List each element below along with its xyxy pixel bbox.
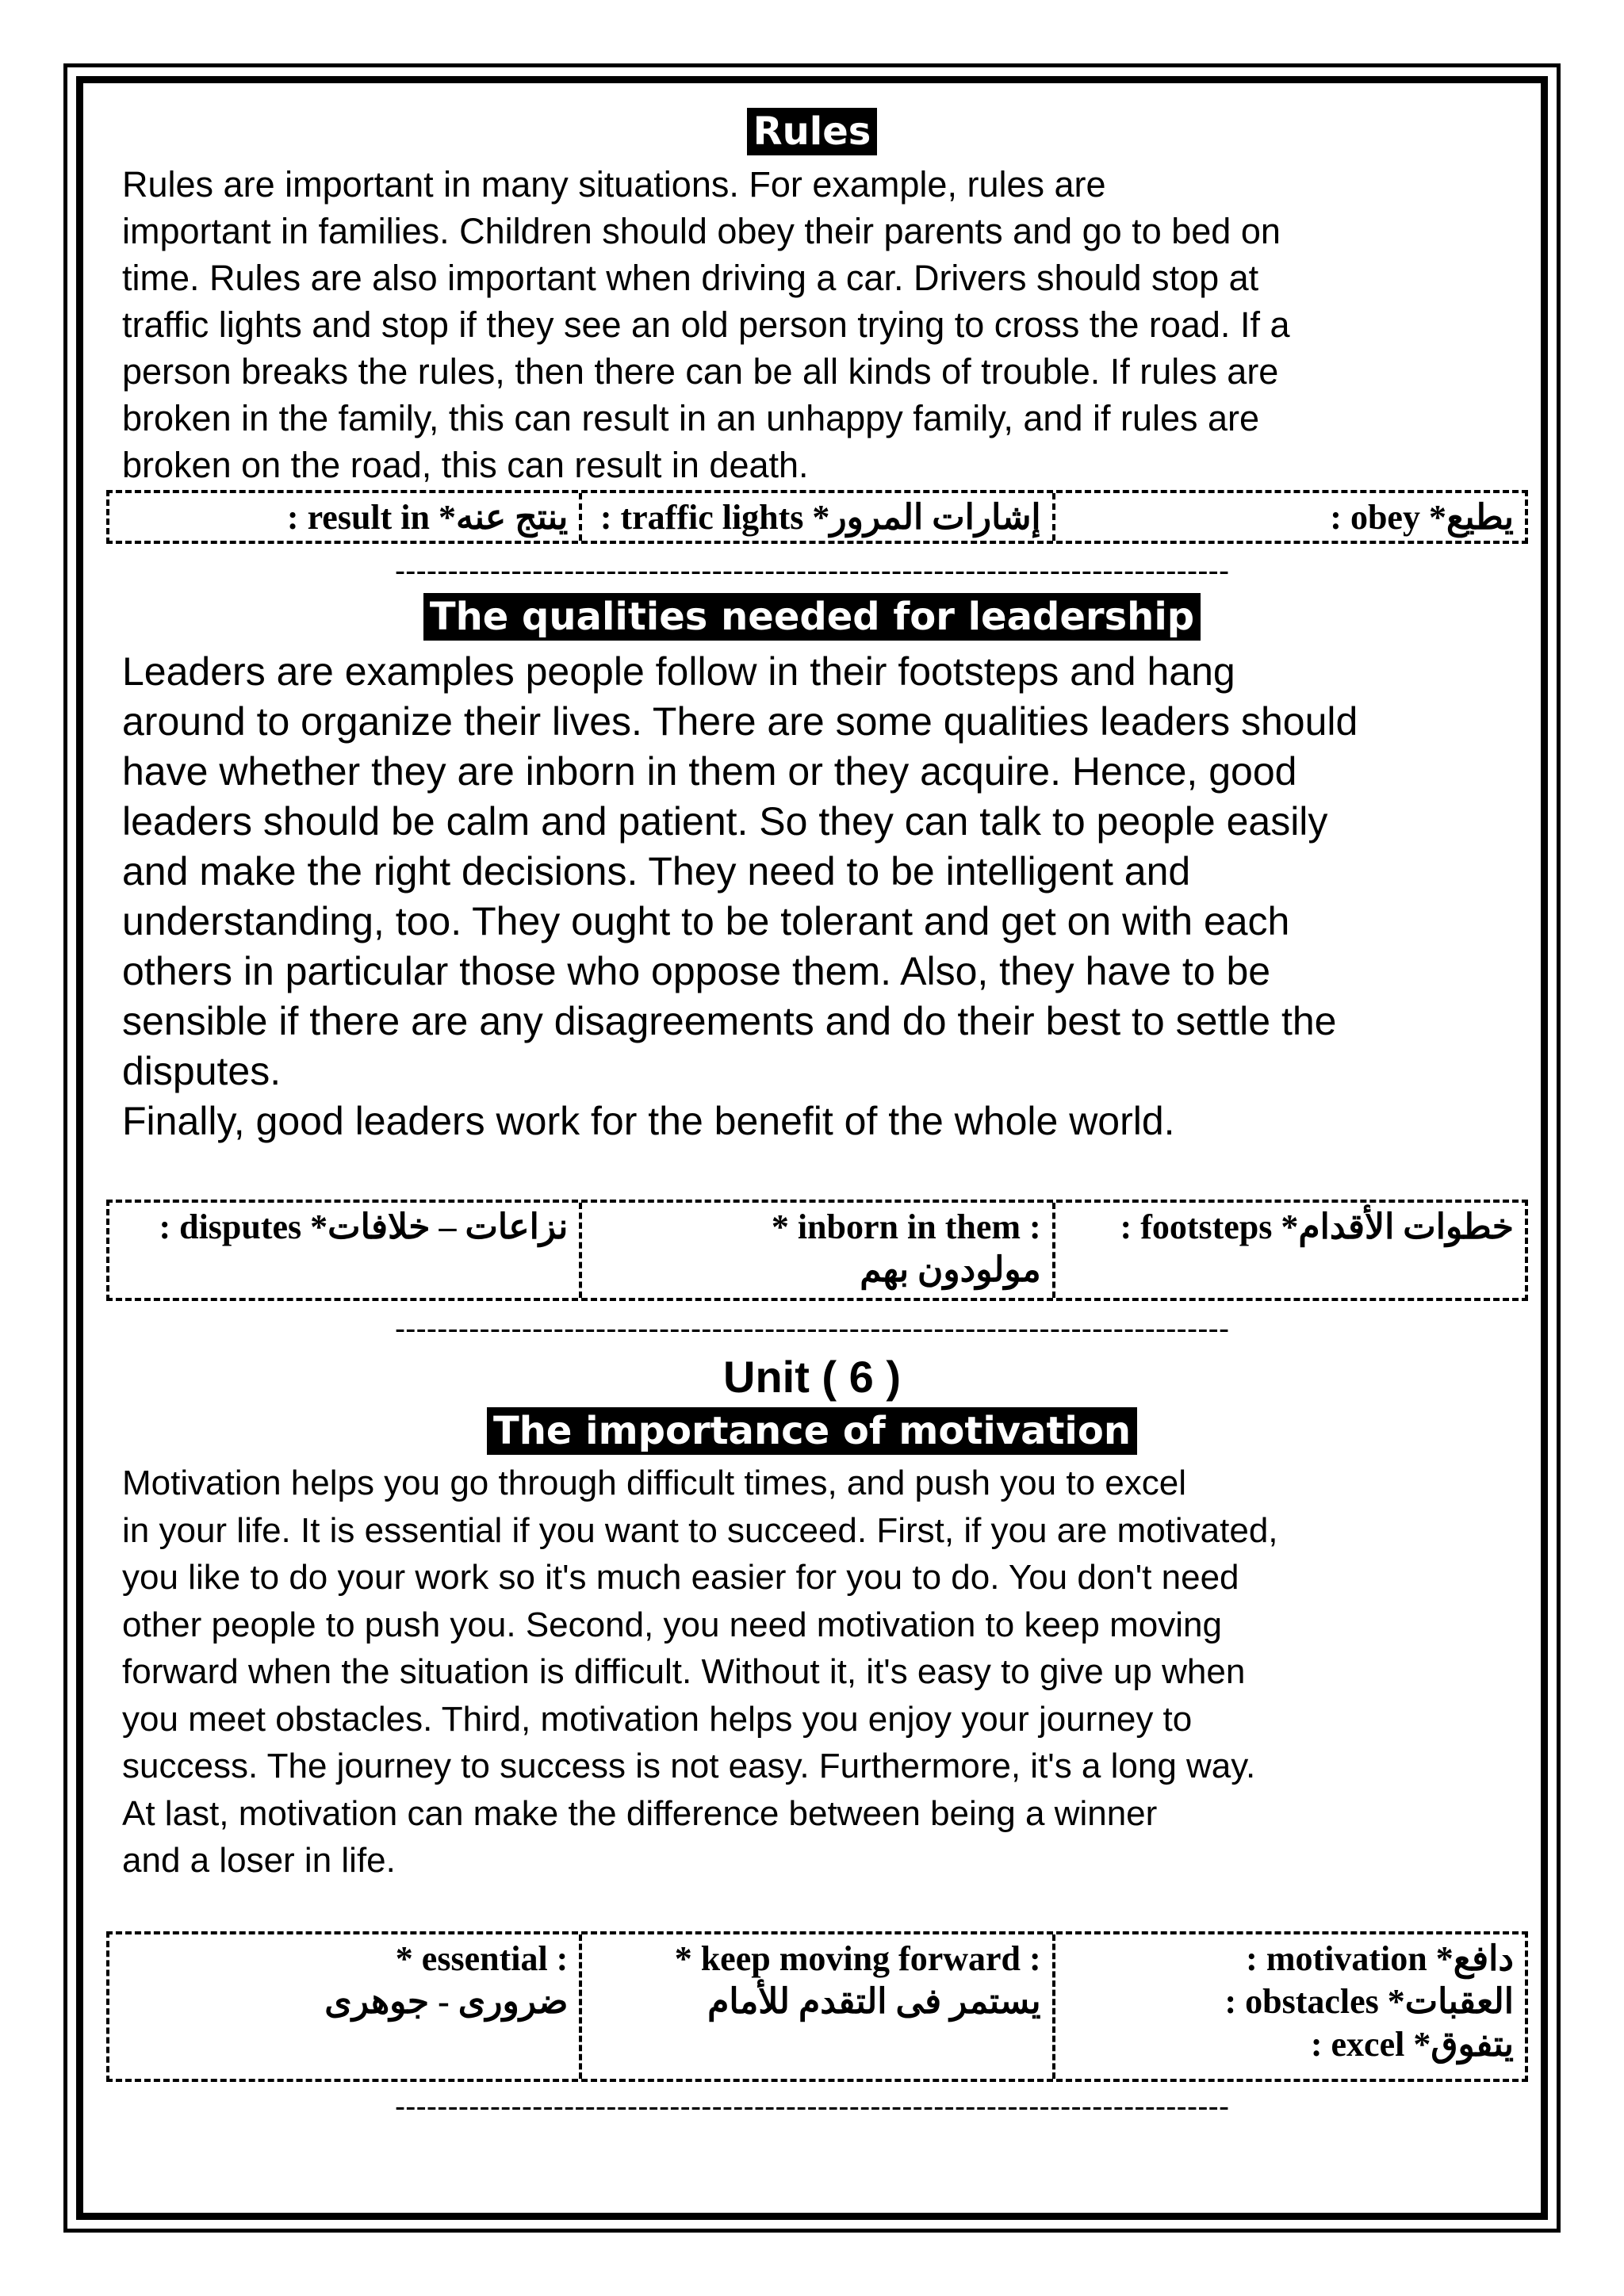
vocab-box-rules bbox=[106, 490, 1528, 544]
vocab-entry: العقبات* obstacles : bbox=[1224, 1982, 1514, 2021]
paragraph-line: and make the right decisions. They need to be intelligent and bbox=[122, 849, 1191, 894]
paragraph-line: others in particular those who oppose them. Also, they have to be bbox=[122, 949, 1271, 993]
vocab-cell bbox=[1055, 1203, 1525, 1298]
section-divider: ------------------------------------------------------------------------------- bbox=[394, 555, 1230, 587]
vocab-entry: * essential : bbox=[395, 1939, 569, 1978]
paragraph-line: leaders should be calm and patient. So they can talk to people easily bbox=[122, 799, 1328, 844]
vocab-entry: يستمر فى التقدم للأمام bbox=[707, 1982, 1041, 2021]
vocab-box-motivation bbox=[106, 1931, 1528, 2082]
paragraph-line: you meet obstacles. Third, motivation helps you enjoy your journey to bbox=[122, 1699, 1193, 1739]
vocab-cell bbox=[109, 1934, 582, 2079]
section-title-motivation-text: The importance of motivation bbox=[487, 1407, 1137, 1455]
vocab-cell bbox=[109, 1203, 582, 1298]
paragraph-line: disputes. bbox=[122, 1049, 282, 1093]
paragraph-rules bbox=[122, 161, 1502, 488]
vocab-box-leadership bbox=[106, 1200, 1528, 1301]
paragraph-line: important in families. Children should obey their parents and go to bed on bbox=[122, 211, 1281, 251]
paragraph-line: broken in the family, this can result in an unhappy family, and if rules are bbox=[122, 398, 1260, 438]
vocab-entry: خطوات الأقدام* footsteps : bbox=[1120, 1207, 1514, 1246]
section-title-leadership-text: The qualities needed for leadership bbox=[423, 593, 1201, 641]
paragraph-line: understanding, too. They ought to be tolerant and get on with each bbox=[122, 899, 1290, 943]
paragraph-line: traffic lights and stop if they see an old person trying to cross the road. If a bbox=[122, 304, 1290, 345]
unit-title: Unit ( 6 ) bbox=[723, 1352, 901, 1402]
paragraph-line: forward when the situation is difficult. Without it, it's easy to give up when bbox=[122, 1652, 1246, 1691]
section-title-rules-text: Rules bbox=[747, 108, 878, 155]
vocab-cell bbox=[109, 493, 582, 541]
vocab-entry: نزاعات – خلافات* disputes : bbox=[159, 1207, 569, 1246]
vocab-cell bbox=[1055, 1934, 1525, 2079]
paragraph-line: have whether they are inborn in them or they acquire. Hence, good bbox=[122, 749, 1297, 794]
section-divider: ------------------------------------------------------------------------------- bbox=[394, 1313, 1230, 1345]
paragraph-line: other people to push you. Second, you need motivation to keep moving bbox=[122, 1605, 1222, 1644]
vocab-entry: ينتج عنه* result in : bbox=[286, 498, 569, 537]
paragraph-line: time. Rules are also important when driving a car. Drivers should stop at bbox=[122, 258, 1259, 298]
section-title-motivation bbox=[0, 1407, 1624, 1455]
paragraph-line: At last, motivation can make the difference between being a winner bbox=[122, 1793, 1158, 1833]
section-divider: ------------------------------------------------------------------------------- bbox=[394, 2091, 1230, 2122]
paragraph-line: sensible if there are any disagreements and do their best to settle the bbox=[122, 999, 1337, 1043]
vocab-entry: * keep moving forward : bbox=[674, 1939, 1041, 1978]
paragraph-line: Finally, good leaders work for the benefit of the whole world. bbox=[122, 1099, 1175, 1143]
paragraph-line: Motivation helps you go through difficult times, and push you to excel bbox=[122, 1464, 1186, 1502]
vocab-cell bbox=[1055, 493, 1525, 541]
vocab-entry: * inborn in them : bbox=[771, 1207, 1041, 1246]
paragraph-line: Leaders are examples people follow in their footsteps and hang bbox=[122, 649, 1235, 694]
paragraph-line: person breaks the rules, then there can be all kinds of trouble. If rules are bbox=[122, 351, 1279, 392]
paragraph-motivation bbox=[122, 1460, 1502, 1885]
paragraph-line: Rules are important in many situations. For example, rules are bbox=[122, 164, 1106, 205]
section-title-rules bbox=[0, 108, 1624, 155]
paragraph-line: and a loser in life. bbox=[122, 1841, 396, 1880]
vocab-entry: إشارات المرور* traffic lights : bbox=[599, 498, 1041, 537]
paragraph-line: you like to do your work so it's much easier for you to do. You don't need bbox=[122, 1558, 1239, 1597]
vocab-cell bbox=[582, 1203, 1055, 1298]
vocab-cell bbox=[582, 493, 1055, 541]
vocab-entry: مولودون بهم bbox=[860, 1250, 1041, 1289]
vocab-cell bbox=[582, 1934, 1055, 2079]
paragraph-line: success. The journey to success is not easy. Furthermore, it's a long way. bbox=[122, 1747, 1256, 1785]
vocab-entry: دافع* motivation : bbox=[1246, 1939, 1514, 1978]
vocab-entry: يتفوق* excel : bbox=[1310, 2025, 1514, 2064]
paragraph-line: around to organize their lives. There are some qualities leaders should bbox=[122, 699, 1358, 744]
paragraph-leadership bbox=[122, 647, 1502, 1146]
section-title-leadership bbox=[0, 593, 1624, 641]
paragraph-line: in your life. It is essential if you want to succeed. First, if you are motivated, bbox=[122, 1510, 1278, 1550]
vocab-entry: ضرورى - جوهرى bbox=[324, 1982, 569, 2021]
paragraph-line: broken on the road, this can result in death. bbox=[122, 445, 809, 485]
vocab-entry: يطيع* obey : bbox=[1330, 498, 1514, 537]
